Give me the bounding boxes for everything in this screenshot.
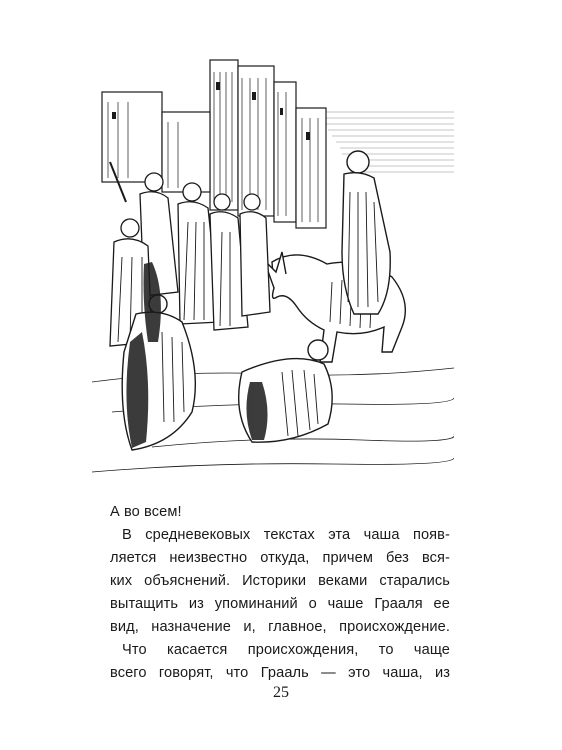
text-line: вытащить из упоминаний о чаше Грааля ее	[110, 596, 450, 612]
text-line: Что касается происхождения, то чаще	[122, 642, 450, 658]
page-number: 25	[273, 684, 289, 701]
text-line: В средневековых текстах эта чаша появ-	[122, 527, 450, 543]
text-line: вид, назначение и, главное, происхождение.	[110, 619, 450, 635]
text-line: ких объяснений. Историки веками старались	[110, 573, 450, 589]
text-line: всего говорят, что Грааль — это чаша, из	[110, 665, 450, 681]
text-line: А во всем!	[110, 504, 182, 520]
illustration	[92, 52, 454, 484]
engraving-illustration-icon	[92, 52, 454, 484]
text-line: ляется неизвестно откуда, причем без вся-	[110, 550, 450, 566]
body-text	[110, 501, 450, 685]
